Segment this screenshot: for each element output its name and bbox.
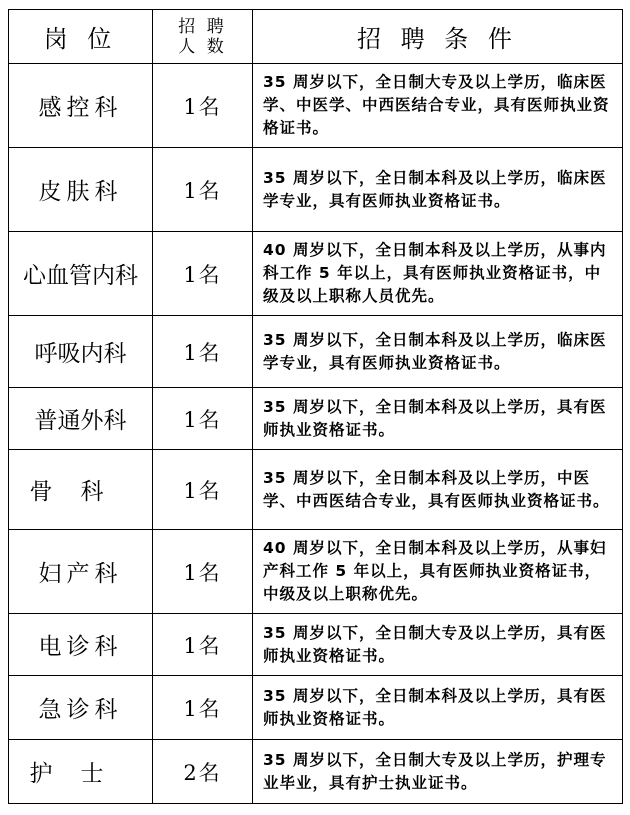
position-cell: 呼吸内科 <box>9 316 153 388</box>
requirements-cell: 35 周岁以下，全日制大专及以上学历，临床医学、中医学、中西医结合专业，具有医师执业资格证书。 <box>253 64 623 148</box>
requirements-cell: 35 周岁以下，全日制大专及以上学历，护理专业毕业，具有护士执业证书。 <box>253 740 623 804</box>
position-cell: 电诊科 <box>9 614 153 676</box>
table-row <box>9 388 623 450</box>
table-row <box>9 450 623 530</box>
count-cell: 1名 <box>153 450 253 530</box>
position-cell: 普通外科 <box>9 388 153 450</box>
position-cell: 急诊科 <box>9 676 153 740</box>
requirements-cell: 35 周岁以下，全日制本科及以上学历，具有医师执业资格证书。 <box>253 676 623 740</box>
header-count-line2: 人 数 <box>178 36 227 57</box>
header-count-line1: 招 聘 <box>178 16 227 37</box>
table-row <box>9 148 623 232</box>
table-row <box>9 64 623 148</box>
requirements-cell: 40 周岁以下，全日制本科及以上学历，从事内科工作 5 年以上，具有医师执业资格证书，中级及以上职称人员优先。 <box>253 232 623 316</box>
count-cell: 1名 <box>153 676 253 740</box>
header-count <box>153 10 253 64</box>
requirements-cell: 40 周岁以下，全日制本科及以上学历，从事妇产科工作 5 年以上，具有医师执业资格证书，中级及以上职称优先。 <box>253 530 623 614</box>
table-row <box>9 676 623 740</box>
table-row <box>9 740 623 804</box>
header-row <box>9 10 623 64</box>
position-cell: 妇产科 <box>9 530 153 614</box>
position-cell: 护士 <box>9 740 153 804</box>
count-cell: 1名 <box>153 232 253 316</box>
header-requirements: 招 聘 条 件 <box>253 10 623 64</box>
recruitment-table <box>8 9 623 804</box>
count-cell: 2名 <box>153 740 253 804</box>
requirements-cell: 35 周岁以下，全日制本科及以上学历，临床医学专业，具有医师执业资格证书。 <box>253 316 623 388</box>
count-cell: 1名 <box>153 614 253 676</box>
table-row <box>9 530 623 614</box>
position-cell: 感控科 <box>9 64 153 148</box>
requirements-cell: 35 周岁以下，全日制大专及以上学历，具有医师执业资格证书。 <box>253 614 623 676</box>
count-cell: 1名 <box>153 388 253 450</box>
table-row <box>9 316 623 388</box>
header-position: 岗 位 <box>9 10 153 64</box>
count-cell: 1名 <box>153 316 253 388</box>
requirements-cell: 35 周岁以下，全日制本科及以上学历，具有医师执业资格证书。 <box>253 388 623 450</box>
position-cell: 皮肤科 <box>9 148 153 232</box>
count-cell: 1名 <box>153 148 253 232</box>
position-cell: 心血管内科 <box>9 232 153 316</box>
count-cell: 1名 <box>153 530 253 614</box>
requirements-cell: 35 周岁以下，全日制本科及以上学历，临床医学专业，具有医师执业资格证书。 <box>253 148 623 232</box>
table-row <box>9 614 623 676</box>
table-row <box>9 232 623 316</box>
position-cell: 骨科 <box>9 450 153 530</box>
requirements-cell: 35 周岁以下，全日制本科及以上学历，中医学、中西医结合专业，具有医师执业资格证书。 <box>253 450 623 530</box>
count-cell: 1名 <box>153 64 253 148</box>
